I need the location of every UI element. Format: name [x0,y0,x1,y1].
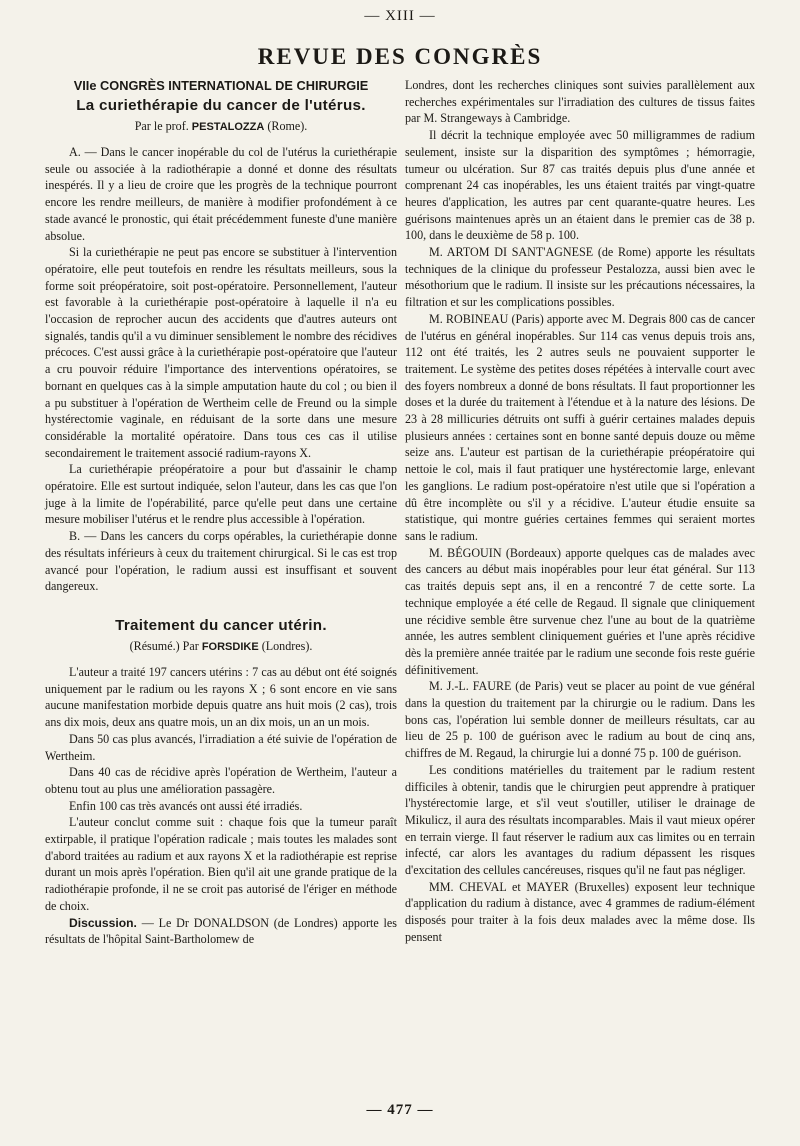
right-paragraph: M. BÉGOUIN (Bordeaux) apporte quelques cas de malades avec des cancers au début mais inopérables pour leur état général. Sur 113 cas traités depuis sept ans, il en a rencontré 7 de cette sorte. La technique employée a été celle de Regaud. Il signale que cliniquement une récidive semble être survenue chez l'une au bout de la quatrième année, les autres semblent cliniquement guéries et l'une après récidive dès la première année traitée par le radium une seconde fois reste guérie définitivement. [405,545,755,677]
congress-heading: VIIe CONGRÈS INTERNATIONAL DE CHIRURGIE [73,78,369,93]
article2-byline [45,637,397,656]
article2-paragraph: Dans 40 cas de récidive après l'opération de Wertheim, l'auteur a obtenu tout au plus une amélioration passagère. [45,765,397,796]
article2-paragraph: L'auteur a traité 197 cancers utérins : 7 cas au début ont été soignés uniquement par le radium ou les rayons X ; 6 sont encore en vie sans aucune manifestation morbide depuis quatre ans huit mois (2 cas), trois ans dix mois, deux ans quatre mois, un an dix mois, un an un mois. [45,664,397,730]
article2-byline-prefix: (Résumé.) Par [129,638,199,653]
right-paragraph: M. ROBINEAU (Paris) apporte avec M. Degrais 800 cas de cancer de l'utérus en général inopérables. Sur 114 cas venus depuis trois ans, 112 ont été traités, les 2 autres seuls ne pouvaient supporter le traitement. Le système des petites doses répétées à intervalle court avec des foyers nombreux a donné de bons résultats. Il faut proportionner les doses et la durée du traitement à l'étendue et à la nature des lésions. De 23 à 28 millicuries détruits ont suffi à guérir certaines malades depuis plusieurs années : certaines sont en bonne santé depuis douze ou même seize ans. L'auteur est partisan de la curiethérapie préopératoire qui nettoie le col, mais il faut pratiquer une hystérectomie large, enlevant les ganglions. Le radium post-opératoire n'est utile que si l'opération a dû être incomplète ou s'il y a récidive. L'auteur étudie ensuite sa statistique, qui montre guéries certaines femmes qui seraient mortes sans le radium. [405,311,755,543]
article2-paragraph: Dans 50 cas plus avancés, l'irradiation a été suivie de l'opération de Wertheim. [45,731,397,763]
article2-author: FORSDIKE [201,640,259,653]
article2-location: (Londres). [261,638,313,653]
right-paragraph: Il décrit la technique employée avec 50 milligrammes de radium seulement, insiste sur la disparition des symptômes ; hémorragie, tumeur ou ulcération. Sur 87 cas traités depuis plus d'une année et comprenant 24 cas inopérables, les uns étaient traités par vingt-quatre heures d'application, les autres par cent quarante-quatre heures. Les guérisons maintenues après un an étaient dans le premier cas de 38 p. 100, dans le deuxième de 58 p. 100. [405,128,755,243]
discussion-text: — Le Dr DONALDSON (de Londres) apporte les résultats de l'hôpital Saint-Bartholomew de [45,915,397,947]
article1-location: (Rome). [267,119,308,133]
article1-author: PESTALOZZA [191,121,265,133]
right-paragraph: Londres, dont les recherches cliniques sont suivies parallèlement aux recherches expérimentales sur l'irradiation des cultures de tissus faites par M. Strangeways à Cambridge. [405,78,755,126]
right-paragraph: M. J.-L. FAURE (de Paris) veut se placer au point de vue général dans la question du traitement par la chirurgie ou le radium. Dans les bons cas, l'opération lui semble donner de meilleurs résultats, car au lieu de 25 p. 100 de guérison avec le radium au bout de cinq ans, chiffres de M. Regaud, la chirurgie lui a donné 75 p. 100 de guérison. [405,679,755,761]
right-paragraph: MM. CHEVAL et MAYER (Bruxelles) exposent leur technique d'application du radium à distance, avec 4 grammes de radium-élément disposés pour traiter à la fois deux malades avec la même dose. Ils pensent [405,879,755,944]
article1-byline [45,117,397,136]
article1-paragraph: La curiethérapie préopératoire a pour but d'assainir le champ opératoire. Elle est surtout indiquée, selon l'auteur, dans les cas que l'on juge à la limite de l'opérabilité, parce qu'elle peut dans une certaine mesure mobiliser l'utérus et le rendre plus accessible à l'opération. [45,462,397,527]
article1-paragraph: Si la curiethérapie ne peut pas encore se substituer à l'intervention opératoire, elle peut toutefois en rendre les résultats meilleurs, sous la forme soit préopératoire, soit post-opératoire. Personnellement, l'auteur est favorable à la curiethérapie post-opératoire à laquelle il n'a eu l'occasion de reprocher aucun des accidents que d'autres auteurs ont signalés, tandis qu'il a vu diminuer sensiblement le nombre des récidives précoces. C'est aussi grâce à la curiethérapie post-opératoire que l'auteur a cru pouvoir réduire l'importance des interventions opératoires, se bornant en quelques cas à la simple amputation haute du col ; ou bien il a pu substituer à l'opération de Wertheim celle de Freund ou la simple hystérectomie vaginale, en réduisant de la sorte dans une mesure considérable la mortalité opératoire. Dans tous ces cas il utilise secondairement le traitement associé radium-rayons X. [45,245,397,460]
header-page-roman: — XIII — [364,8,436,24]
article2-paragraph: Enfin 100 cas très avancés ont aussi été irradiés. [69,798,303,813]
discussion-label: Discussion. [69,915,137,930]
page-number: — 477 — [366,1102,434,1118]
left-column [45,77,397,948]
right-paragraph: Les conditions matérielles du traitement par le radium restent difficiles à obtenir, tandis que le chirurgien peut apprendre à pratiquer l'hystérectomie large, et s'il veut s'outiller, utiliser le drainage de Mikulicz, il aura des résultats incomparables. Mais il vaut mieux opérer en terrain vierge. Il faut réserver le radium aux cas limites ou en terrain infecté, car alors les avantages du radium dépassent les risques d'excitation des cellules cancéreuses, risques qu'il ne faut pas négliger. [405,762,755,878]
header-section-title: REVUE DES CONGRÈS [257,44,543,69]
article2-title: Traitement du cancer utérin. [115,616,327,634]
article1-paragraph: A. — Dans le cancer inopérable du col de l'utérus la curiethérapie seule ou associée à la radiothérapie a donné et donne des résultats inespérés. Il y a lieu de croire que les progrès de la technique pourront encore les rendre meilleurs, de manière à modifier profondément à ce stade avancé le pronostic, qui était précédemment funeste d'une manière absolue. [45,145,397,243]
article1-paragraph: B. — Dans les cancers du corps opérables, la curiethérapie donne des résultats inférieurs à ceux du traitement chirurgical. Si le cas est trop avancé pour l'opération, le radium aussi est insuffisant et souvent dangereux. [45,529,397,594]
article1-byline-prefix: Par le prof. [134,119,189,133]
right-paragraph: M. ARTOM DI SANT'AGNESE (de Rome) apporte les résultats techniques de la clinique du professeur Pestalozza, aussi bien avec le mésothorium que le radium. Il insiste sur les précautions nécessaires, la filtration et sur les complications possibles. [405,245,755,310]
right-column [405,77,755,946]
article2-paragraph: L'auteur conclut comme suit : chaque fois que la tumeur paraît extirpable, il pratique l'opération radicale ; mais toutes les malades sont d'abord traitées au radium et aux rayons X et la radiothérapie est reprise durant un mois après l'opération. Bien qu'il ait une grande pratique de la radiothérapie profonde, il ne se croit pas autorisé de l'ériger en méthode de choix. [45,815,397,913]
article1-title: La curiethérapie du cancer de l'utérus. [76,97,366,114]
discussion-paragraph [45,915,397,948]
